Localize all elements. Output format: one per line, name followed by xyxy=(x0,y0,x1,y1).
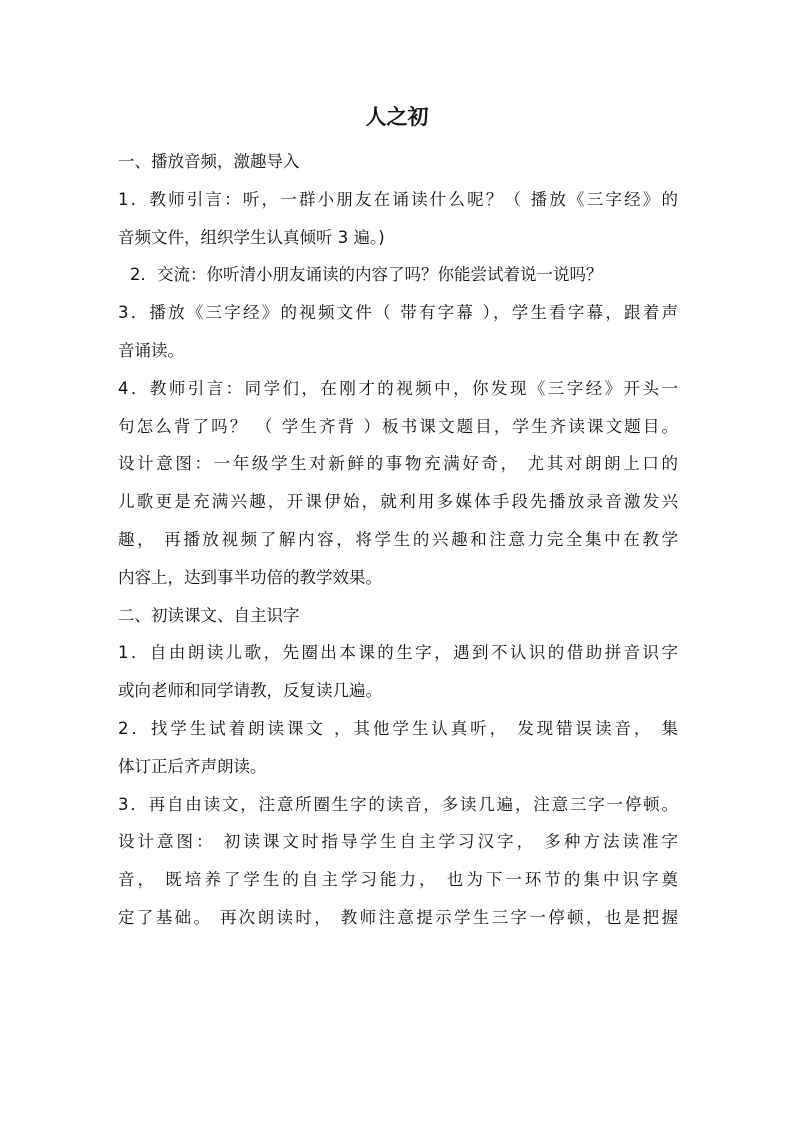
design-intent-line: 儿歌更是充满兴趣，开课伊始，就利用多媒体手段先播放录音激发兴 xyxy=(118,492,678,512)
paragraph-line: 体订正后齐声朗读。 xyxy=(118,756,267,776)
design-intent-line: 音， 既培养了学生的自主学习能力， 也为下一环节的集中识字奠 xyxy=(118,870,678,890)
design-intent-line: 设计意图： 初读课文时指导学生自主学习汉字， 多种方法读准字 xyxy=(118,832,678,852)
paragraph-line: 1．教师引言：听，一群小朋友在诵读什么呢？（ 播放《三字经》的 xyxy=(118,189,678,209)
section-heading: 二、初读课文、自主识字 xyxy=(118,605,300,625)
paragraph-line: 2．找学生试着朗读课文 ，其他学生认真听， 发现错误读音， 集 xyxy=(118,718,678,738)
paragraph-line: 或向老师和同学请教，反复读几遍。 xyxy=(118,681,382,701)
paragraph-line: 音频文件，组织学生认真倾听 3 遍。) xyxy=(118,227,385,247)
paragraph-line: 4．教师引言：同学们，在刚才的视频中，你发现《三字经》开头一 xyxy=(118,378,678,398)
paragraph-line: 3．再自由读文，注意所圈生字的读音，多读几遍，注意三字一停顿。 xyxy=(118,794,678,814)
design-intent-line: 内容上，达到事半功倍的教学效果。 xyxy=(118,567,382,587)
design-intent-line: 定了基础。 再次朗读时， 教师注意提示学生三字一停顿，也是把握 xyxy=(118,907,678,927)
document-body xyxy=(118,143,678,937)
paragraph-line: 句怎么背了吗？ （ 学生齐背 ）板书课文题目，学生齐读课文题目。 xyxy=(118,416,678,436)
design-intent-line: 趣， 再播放视频了解内容，将学生的兴趣和注意力完全集中在教学 xyxy=(118,529,678,549)
paragraph-line: 2．交流：你听清小朋友诵读的内容了吗？你能尝试着说一说吗？ xyxy=(130,265,603,285)
paragraph-line: 1．自由朗读儿歌，先圈出本课的生字，遇到不认识的借助拼音识字 xyxy=(118,643,678,663)
document-title: 人之初 xyxy=(365,104,429,129)
paragraph-line: 音诵读。 xyxy=(118,340,184,360)
design-intent-line: 设计意图：一年级学生对新鲜的事物充满好奇， 尤其对朗朗上口的 xyxy=(118,454,678,474)
section-heading: 一、播放音频，激趣导入 xyxy=(118,152,300,171)
paragraph-line: 3．播放《三字经》的视频文件（ 带有字幕 ），学生看字幕，跟着声 xyxy=(118,303,678,323)
